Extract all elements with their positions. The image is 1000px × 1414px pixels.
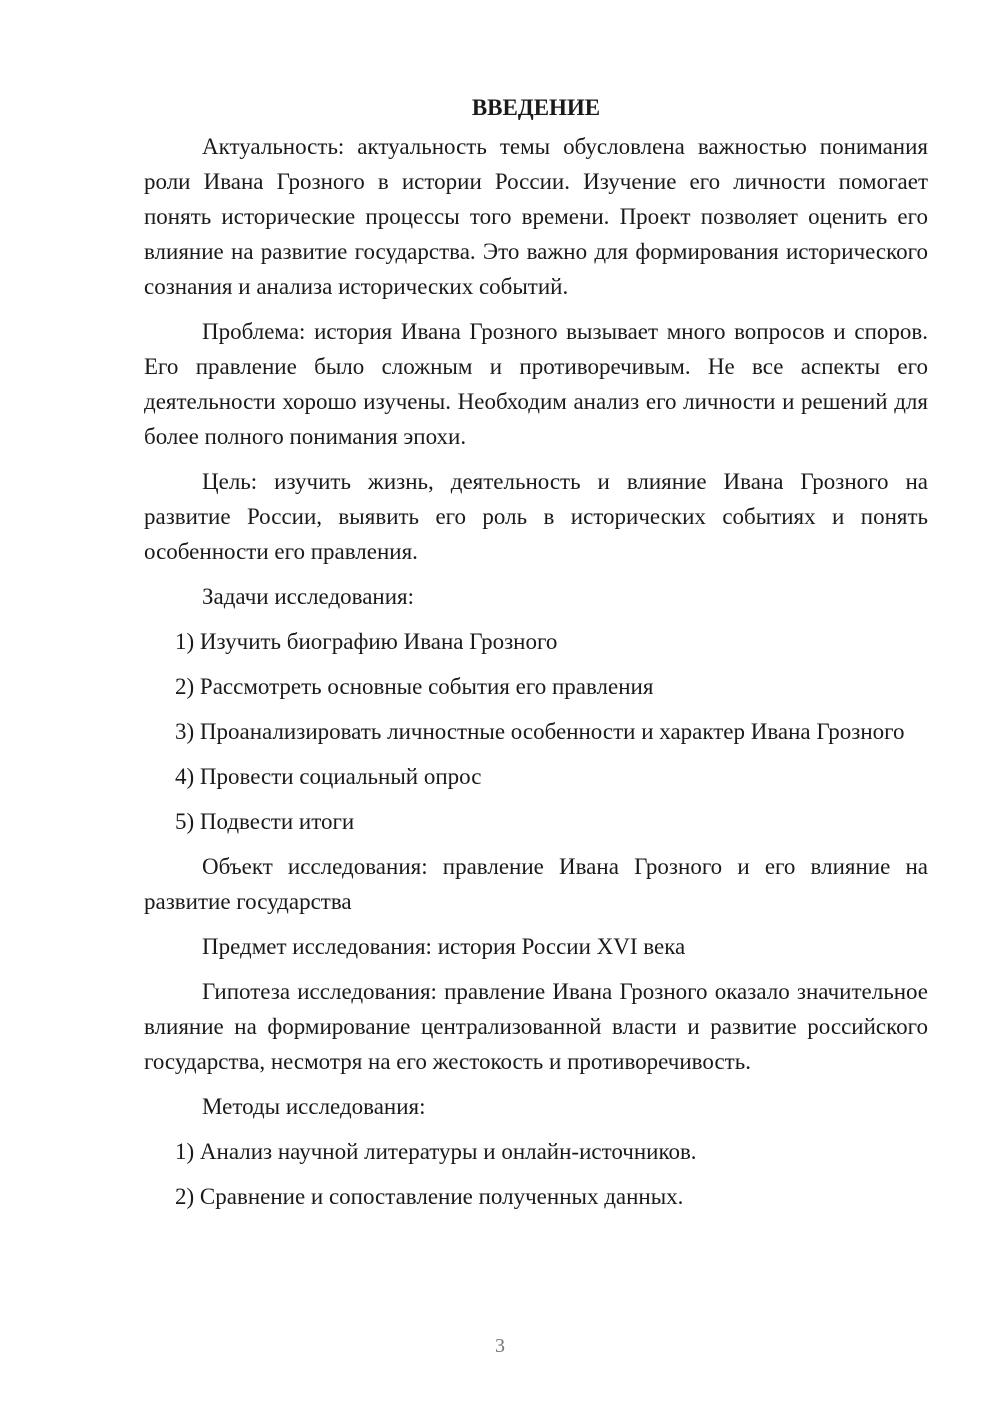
page-title: ВВЕДЕНИЕ — [471, 95, 601, 120]
hypothesis-paragraph: Гипотеза исследования: правление Ивана Грозного оказало значительное влияние на формирование централизованной власти и развитие российского государства, несмотря на его жестокость и противоречивость. — [144, 979, 928, 1074]
subject-paragraph: Предмет исследования: история России XVI века — [202, 934, 686, 959]
tasks-heading: Задачи исследования: — [202, 584, 415, 609]
goal-paragraph: Цель: изучить жизнь, деятельность и влияние Ивана Грозного на развитие России, выявить его роль в исторических событиях и понять особенности его правления. — [144, 469, 928, 564]
page-number: 3 — [495, 1335, 505, 1357]
object-paragraph: Объект исследования: правление Ивана Грозного и его влияние на развитие государства — [144, 854, 928, 914]
task-item-4: 4) Провести социальный опрос — [175, 764, 482, 789]
task-item-2: 2) Рассмотреть основные события его правления — [175, 674, 654, 699]
problem-paragraph: Проблема: история Ивана Грозного вызывает много вопросов и споров. Его правление было сложным и противоречивым. Не все аспекты его деятельности хорошо изучены. Необходим анализ его личности и решений для более полного понимания эпохи. — [144, 319, 928, 449]
task-item-3: 3) Проанализировать личностные особенности и характер Ивана Грозного — [175, 719, 905, 744]
relevance-paragraph: Актуальность: актуальность темы обусловлена важностью понимания роли Ивана Грозного в истории России. Изучение его личности помогает понять исторические процессы того времени. Проект позволяет оценить его влияние на развитие государства. Это важно для формирования исторического сознания и анализа исторических событий. — [144, 134, 928, 299]
method-item-1: 1) Анализ научной литературы и онлайн-источников. — [175, 1139, 697, 1164]
method-item-2: 2) Сравнение и сопоставление полученных данных. — [175, 1184, 684, 1209]
page-content — [144, 90, 928, 1224]
task-item-1: 1) Изучить биографию Ивана Грозного — [175, 629, 558, 654]
task-item-5: 5) Подвести итоги — [175, 809, 355, 834]
methods-heading: Методы исследования: — [202, 1094, 426, 1119]
